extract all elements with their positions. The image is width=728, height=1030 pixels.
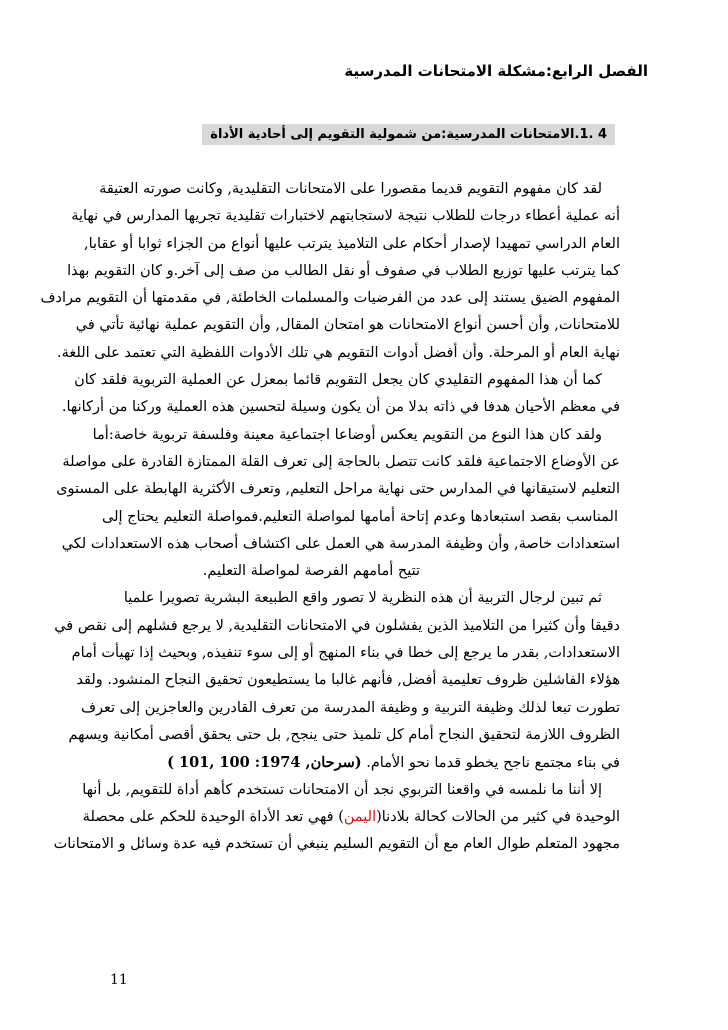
text-line: لقد كان مفهوم التقويم قديما مقصورا على الامتحانات التقليدية, وكانت صورته العتيقة <box>99 181 602 197</box>
text-line: إلا أننا ما نلمسه في واقعنا التربوي نجد أن الامتحانات تستخدم كأهم أداة للتقويم, بل أنها <box>82 781 602 798</box>
text-line: استعدادات خاصة, وأن وظيفة المدرسة هي العمل على اكتشاف أصحاب هذه الاستعدادات لكي <box>61 535 620 552</box>
text-line: تطورت تبعا لذلك وظيفة التربية و وظيفة المدرسة من تعرف القادرين والعاجزين إلى تعرف <box>80 699 620 716</box>
text-line: ثم تبين لرجال التربية أن هذه النظرية لا تصور واقع الطبيعة البشرية تصويرا علميا <box>123 590 602 607</box>
text-line: دقيقا وأن كثيرا من التلاميذ الذين يفشلون في الامتحانات التقليدية, لا يرجع فشلهم إلى نقص في <box>54 617 620 634</box>
text-line: كما يترتب عليها توزيع الطلاب في صفوف أو نقل الطالب من صف إلى آخر.و كان التقويم بهذا <box>67 262 620 279</box>
text-line: تتيح أمامهم الفرصة لمواصلة التعليم. <box>202 563 420 580</box>
text-line: في معظم الأحيان هدفا في ذاته بدلا من أن يكون وسيلة لتحسين هذه العملية وركنا من أركانها. <box>61 399 620 416</box>
text-line: كما أن هذا المفهوم التقليدي كان يجعل التقويم قائما بمعزل عن العملية التربوية فلقد كان <box>74 372 602 389</box>
line-text: في بناء مجتمع ناجح يخطو قدما نحو الأمام. <box>366 755 620 772</box>
text-line <box>82 804 620 831</box>
text-line: التعليم لاستيقانها في المدارس حتى نهاية مراحل التعليم, وتعرف الأكثرية الهابطة على المستوى <box>56 481 620 498</box>
page-number: 11 <box>110 972 128 988</box>
line-text: ) فهي تعد الأداة الوحيدة للحكم على محصلة <box>82 808 344 825</box>
text-line: الظروف اللازمة لتحقيق النجاح أمام كل تلميذ حتى ينجح, بل حتى يحقق أقصى أمكانية ويسهم <box>68 726 620 743</box>
highlighted-country: اليمن <box>343 808 377 825</box>
text-line: المفهوم الضيق يستند إلى عدد من الفرضيات والمسلمات الخاطئة, في مقدمتها أن التقويم مرادف <box>40 290 620 307</box>
text-line: العام الدراسي تمهيدا لإصدار أحكام على التلاميذ يترتب عليها أنواع من الجزاء ثوابا أو عقابا, <box>83 235 620 252</box>
text-line: هؤلاء الفاشلين ظروف تعليمية أفضل, فأنهم غالبا ما يستطيعون تحقيق النجاح المنشود. ولقد <box>76 672 620 689</box>
text-line: نهاية العام أو المرحلة. وأن أفضل أدوات التقويم هي تلك الأدوات اللفظية التي تعتمد على اللغة. <box>57 344 620 361</box>
text-line: الاستعدادات, بقدر ما يرجع إلى خطا في بناء المنهج أو إلى سوء تنفيذه, وبحيث إذا تهيأت أمام <box>71 645 620 662</box>
line-text: الوحيدة في كثير من الحالات كحالة بلادنا( <box>376 808 620 825</box>
chapter-title: الفصل الرابع:مشكلة الامتحانات المدرسية <box>344 62 648 80</box>
text-line: أنه عملية أعطاء درجات للطلاب نتيجة لاستجابتهم لاختبارات تقليدية تجريها المدارس في نهاية <box>71 208 620 225</box>
text-line: مجهود المتعلم طوال العام مع أن التقويم السليم ينبغي أن تستخدم فيه عدة وسائل و الامتحانات <box>53 836 620 853</box>
text-line: المناسب بقصد استبعادها وعدم إتاحة أمامها لمواصلة التعليم.فمواصلة التعليم يحتاج إلى <box>102 508 618 525</box>
text-line <box>100 749 620 776</box>
text-line: ولقد كان هذا النوع من التقويم يعكس أوضاعا اجتماعية معينة وفلسفة تربوية خاصة:أما <box>92 426 602 443</box>
body-text <box>40 176 620 858</box>
section-heading: 4 .1.الامتحانات المدرسية:من شمولية التقويم إلى أحادية الأداة <box>202 124 615 145</box>
text-line: عن الأوضاع الاجتماعية فلقد كانت تتصل بالحاجة إلى تعرف القلة الممتازة القادرة على مواصلة <box>62 453 620 470</box>
text-line: للامتحانات, وأن أحسن أنواع الامتحانات هو امتحان المقال, وأن التقويم عملية نهائية تأتي في <box>75 317 620 334</box>
citation: (سرحان, 1974: 100 ,101 ) <box>167 754 362 772</box>
